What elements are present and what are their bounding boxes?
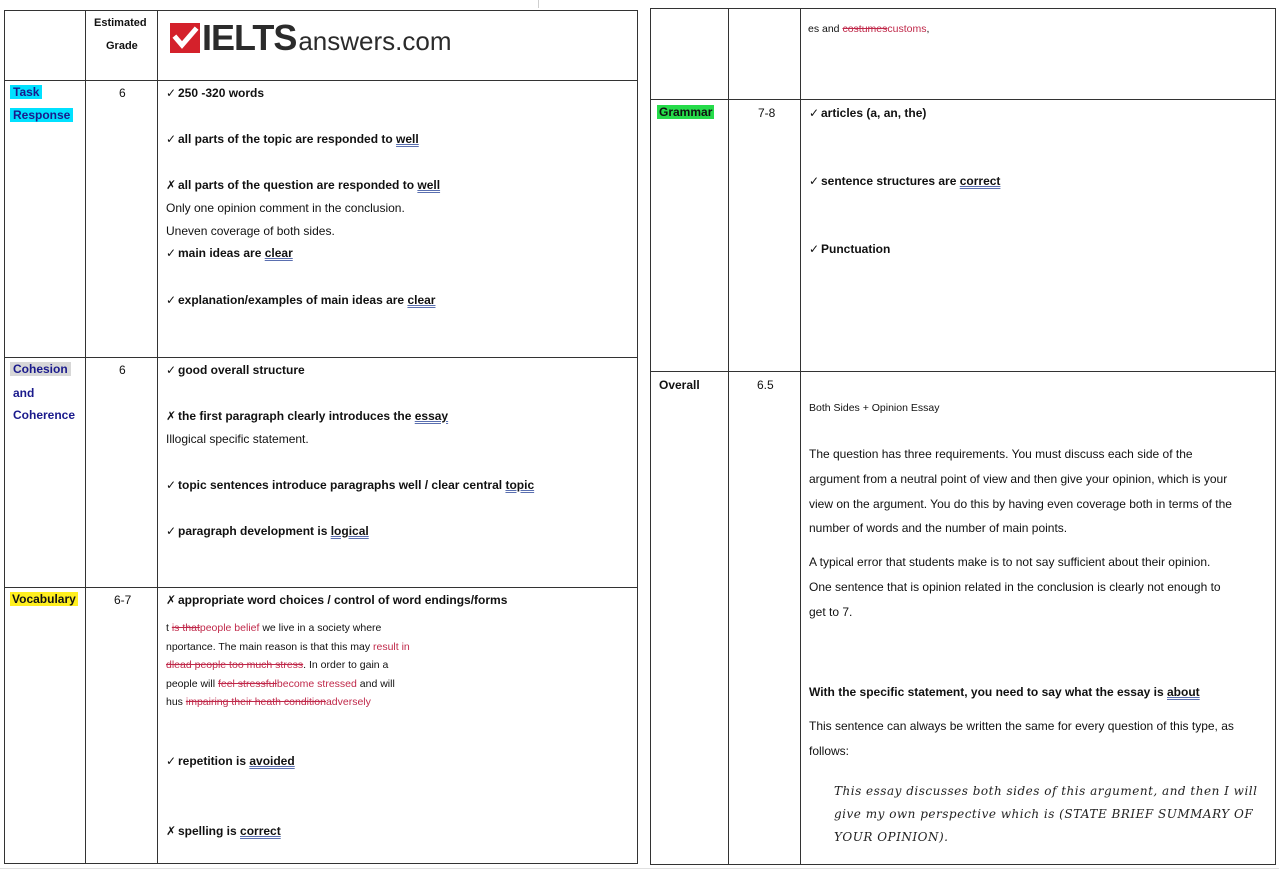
page-divider-bottom <box>0 868 1279 869</box>
cohesion-note: Illogical specific statement. <box>166 432 309 446</box>
template-quote-line3: YOUR OPINION). <box>834 830 949 844</box>
overall-p2-line2: One sentence that is opinion related in the conclusion is clearly not enough to <box>809 580 1221 594</box>
overall-p3-line2: follows: <box>809 744 850 758</box>
task-item-topic: ✓ all parts of the topic are responded to well <box>166 132 419 146</box>
cohesion-item-development: ✓ paragraph development is logical <box>166 524 369 538</box>
vocab-item-word-choices: ✗ appropriate word choices / control of word endings/forms <box>166 593 508 607</box>
check-icon: ✓ <box>166 363 177 377</box>
response-label: Response <box>10 108 73 123</box>
cohesion-item-structure: ✓ good overall structure <box>166 363 305 377</box>
vocab-excerpt-line5: hus impairing their heath conditionadversely <box>166 696 371 708</box>
continued-excerpt-line: es and costumescustoms, <box>808 23 930 35</box>
vocab-excerpt-line1: t is thatpeople belief we live in a society where <box>166 622 382 634</box>
grammar-item-articles: ✓ articles (a, an, the) <box>809 106 927 120</box>
task-item-main-ideas: ✓ main ideas are clear <box>166 246 293 260</box>
vocab-item-repetition: ✓ repetition is avoided <box>166 754 295 768</box>
check-icon: ✓ <box>166 132 177 146</box>
overall-label: Overall <box>659 378 700 392</box>
task-note-coverage: Uneven coverage of both sides. <box>166 224 335 238</box>
cohesion-label: Cohesion <box>10 362 71 377</box>
check-icon: ✓ <box>166 86 177 100</box>
overall-p1-line2: argument from a neutral point of view and then give your opinion, which is your <box>809 472 1228 486</box>
logo-ielts-text: IELTS <box>202 17 297 58</box>
template-quote-line1: This essay discusses both sides of this argument, and then I will <box>834 784 1258 798</box>
ielts-answers-logo <box>170 17 452 58</box>
overall-p2-line3: get to 7. <box>809 605 853 619</box>
check-icon: ✓ <box>809 242 820 256</box>
overall-p1-line3: view on the argument. You do this by having even coverage both in terms of the <box>809 497 1232 511</box>
check-icon: ✓ <box>166 246 177 260</box>
overall-p1-line4: number of words and the number of main points. <box>809 521 1068 535</box>
vocab-excerpt-line2: nportance. The main reason is that this may result in <box>166 641 410 653</box>
page-divider-top <box>538 0 539 8</box>
vocabulary-grade: 6-7 <box>114 593 132 607</box>
overall-p1-line1: The question has three requirements. You must discuss each side of the <box>809 447 1193 461</box>
grade-label: Grade <box>106 40 138 52</box>
coherence-label: Coherence <box>13 408 76 422</box>
logo-check-mark <box>170 23 200 53</box>
check-icon: ✓ <box>166 478 177 492</box>
essay-type: Both Sides + Opinion Essay <box>809 402 940 414</box>
check-icon: ✓ <box>166 524 177 538</box>
overall-grade: 6.5 <box>757 378 774 392</box>
estimated-label: Estimated <box>94 17 147 29</box>
task-label: Task <box>10 85 42 100</box>
and-label: and <box>13 386 35 400</box>
task-grade: 6 <box>119 86 126 100</box>
right-grading-table <box>650 8 1276 865</box>
task-item-question: ✗ all parts of the question are responded to well <box>166 178 441 192</box>
vocab-item-spelling: ✗ spelling is correct <box>166 824 281 838</box>
logo-domain-text: answers.com <box>298 26 452 56</box>
cohesion-grade: 6 <box>119 363 126 377</box>
overall-p3-line1: This sentence can always be written the same for every question of this type, as <box>809 719 1234 733</box>
check-icon: ✓ <box>166 293 177 307</box>
vocab-excerpt-line4: people will feel stressfulbecome stressed and will <box>166 678 395 690</box>
grammar-label: Grammar <box>659 105 713 119</box>
cohesion-item-first-paragraph: ✗ the first paragraph clearly introduces the essay <box>166 409 449 423</box>
task-note-opinion: Only one opinion comment in the conclusion. <box>166 201 405 215</box>
cross-icon: ✗ <box>166 178 177 192</box>
cross-icon: ✗ <box>166 593 177 607</box>
vocab-excerpt-line3: dlead people too much stress. In order to gain a <box>166 659 389 671</box>
cross-icon: ✗ <box>166 824 177 838</box>
task-item-words: ✓ 250 -320 words <box>166 86 265 100</box>
overall-p2-line1: A typical error that students make is to not say sufficient about their opinion. <box>809 555 1211 569</box>
task-item-examples: ✓ explanation/examples of main ideas are clear <box>166 293 436 307</box>
overall-specific-statement: With the specific statement, you need to say what the essay is about <box>809 685 1200 699</box>
cross-icon: ✗ <box>166 409 177 423</box>
check-icon: ✓ <box>166 754 177 768</box>
grammar-item-sentence-structures: ✓ sentence structures are correct <box>809 174 1001 188</box>
template-quote-line2: give my own perspective which is (STATE BRIEF SUMMARY OF <box>834 807 1254 821</box>
grammar-item-punctuation: ✓ Punctuation <box>809 242 891 256</box>
check-icon: ✓ <box>809 106 820 120</box>
cohesion-item-topic-sentences: ✓ topic sentences introduce paragraphs well / clear central topic <box>166 478 535 492</box>
vocabulary-label: Vocabulary <box>12 592 76 606</box>
grammar-grade: 7-8 <box>758 106 776 120</box>
check-icon: ✓ <box>809 174 820 188</box>
